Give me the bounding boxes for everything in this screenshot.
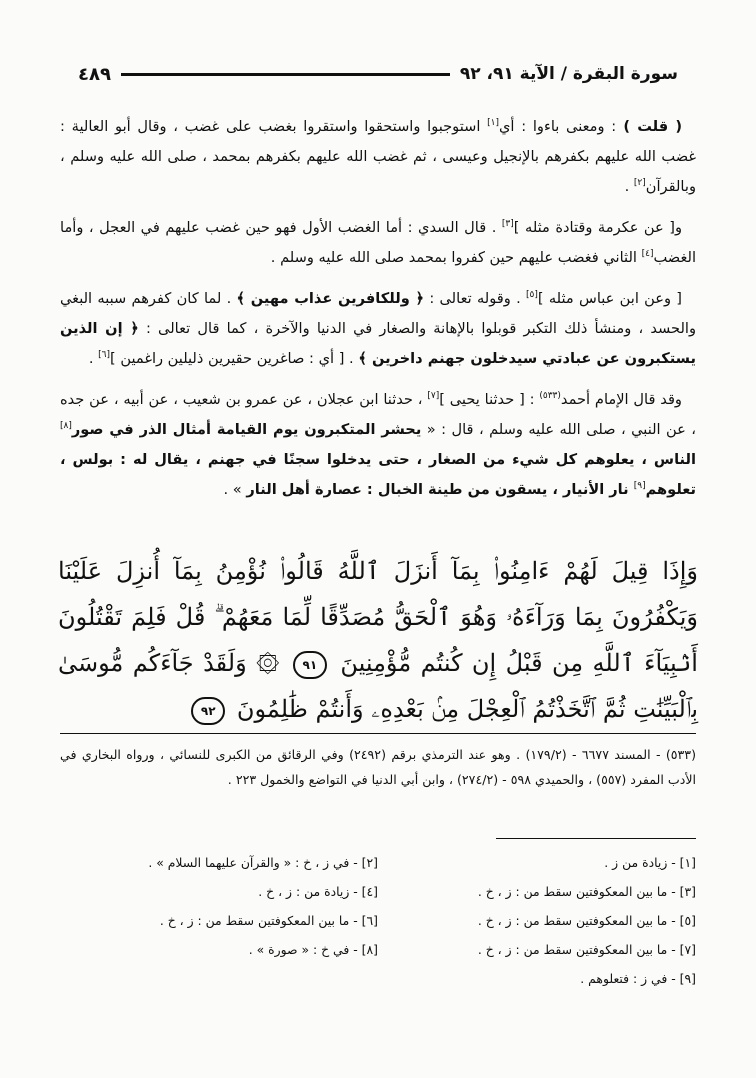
ayah-number-marker: ٩٢	[191, 697, 225, 725]
ayah-number-marker: ٩١	[293, 651, 327, 679]
editorial-note: [٦] - ما بين المعكوفتين سقط من : ز ، خ .	[159, 913, 378, 928]
bold-text: يحشر المتكبرون يوم القيامة أمثال الذر في صور	[71, 421, 422, 438]
text-run: وقد قال الإمام أحمد	[560, 391, 682, 408]
footnote-reference: [١]	[487, 118, 499, 129]
text-run: .	[88, 350, 99, 367]
surah-verse-title: سورة البقرة / الآية ٩١، ٩٢	[459, 64, 678, 84]
editorial-note: [٣] - ما بين المعكوفتين سقط من : ز ، خ .	[477, 884, 696, 899]
footnote-reference: [٩]	[633, 481, 646, 492]
editorial-note: [١] - زيادة من ز .	[604, 855, 696, 870]
text-run: . لما كان كفرهم سببه البغي والحسد ، ومنشأ ذلك التكبر قوبلوا بالإهانة والصغار في الدنيا والآخرة ، كما قال تعالى :	[60, 290, 696, 337]
hadith-footnote: (٥٣٣) - المسند ٦٦٧٧ - (١٧٩/٢) . وهو عند الترمذي برقم (٢٤٩٢) وفي الرقائق من الكبرى للنسائي ، ورواه البخاري في الأدب المفرد (٥٥٧) ، والحميدي ٥٩٨ - (٢٧٤/٢) ، وابن أبي الدنيا في التواضع والخمول ٢٢٣ .	[60, 747, 696, 787]
editorial-note	[60, 964, 378, 993]
editorial-note: [٩] - في ز : فتعلوهم .	[580, 971, 696, 986]
footnote-reference: [٦]	[98, 350, 111, 361]
text-run: : [ حدثنا يحيى ]	[439, 391, 540, 408]
footnote-reference: [٤]	[641, 249, 654, 260]
bold-text: ﴿ وللكافرين عذاب مهين ﴾	[236, 290, 425, 307]
bold-text: نار الأنيار ، يسقون من طينة الخبال : عصارة أهل النار	[246, 481, 634, 498]
text-run: ، حدثنا ابن عجلان ، عن عمرو بن شعيب ، عن أبيه ، عن جده ، عن النبي ، صلى الله عليه وسلم ، قال : «	[60, 391, 697, 438]
text-run: . قال السدي : أما الغضب الأول فهو حين غضب عليهم في العجل ، وأما الغضب	[60, 219, 696, 266]
commentary-paragraph	[60, 112, 696, 202]
commentary-paragraph	[60, 284, 696, 374]
text-run: استوجبوا واستحقوا واستقروا بغضب على غضب ، وقال أبو العالية : غضب الله عليهم بكفرهم بالإنجيل وعيسى ، ثم غضب الله عليهم بكفرهم بمحمد ، صلى الله عليه وسلم ، وبالقرآن	[60, 118, 696, 195]
text-run: : ومعنى باءوا : أي	[499, 118, 617, 135]
bold-text: الناس ، يعلوهم كل شيء من الصغار ، حتى يدخلوا سجنًا في جهنم ، يقال له : بولس ، تعلوهم	[60, 451, 696, 498]
footnote-reference: [٣]	[501, 219, 514, 230]
verse-92-text: وَلَقَدْ جَآءَكُم مُّوسَىٰ بِٱلْبَيِّنَٰتِ ثُمَّ ٱتَّخَذْتُمُ ٱلْعِجْلَ مِنۢ بَعْدِهِۦ وَأَنتُمْ ظَٰلِمُونَ	[58, 649, 698, 723]
notes-separator	[496, 838, 696, 839]
text-run: . وقوله تعالى :	[424, 290, 526, 307]
notes-row	[60, 877, 696, 906]
notes-row	[60, 848, 696, 877]
text-run: الثاني فغضب عليهم حين كفروا بمحمد صلى الله عليه وسلم .	[270, 249, 642, 266]
bold-text: ( قلت )	[616, 118, 683, 135]
editorial-note: [٥] - ما بين المعكوفتين سقط من : ز ، خ .	[477, 913, 696, 928]
bold-text: ﴿ إن الذين يستكبرون عن عبادتي سيدخلون جهنم داخرين ﴾	[60, 320, 696, 367]
page-number: ٤٨٩	[78, 63, 111, 85]
footnote-reference: (٥٣٣)	[539, 391, 561, 402]
text-run: . [ أي : صاغرين حقيرين ذليلين راغمين ]	[110, 350, 359, 367]
editorial-note: [٢] - في ز ، خ : « والقرآن عليهما السلام » .	[148, 855, 378, 870]
notes-row	[60, 964, 696, 993]
editorial-note: [٨] - في خ : « صورة » .	[248, 942, 378, 957]
hizb-marker: ۞	[256, 649, 280, 677]
commentary-paragraph	[60, 385, 696, 505]
footnote-reference: [٢]	[633, 178, 646, 189]
text-run: .	[624, 178, 634, 195]
editorial-note: [٧] - ما بين المعكوفتين سقط من : ز ، خ .	[477, 942, 696, 957]
footnote-separator	[60, 733, 696, 734]
editorial-notes	[60, 848, 696, 993]
notes-row	[60, 935, 696, 964]
footnote-reference: [٧]	[427, 391, 440, 402]
text-run: [ وعن ابن عباس مثله ]	[537, 290, 682, 307]
header-rule	[121, 73, 450, 76]
footnote-reference: [٨]	[60, 421, 72, 432]
notes-row	[60, 906, 696, 935]
running-header	[78, 58, 678, 90]
text-run: » .	[223, 481, 247, 498]
commentary-text	[60, 112, 696, 516]
footnote-reference: [٥]	[526, 290, 538, 301]
editorial-note: [٤] - زيادة من : ز ، خ .	[258, 884, 378, 899]
text-run: و[ عن عكرمة وقتادة مثله ]	[513, 219, 682, 236]
quran-verses	[58, 548, 698, 732]
commentary-paragraph	[60, 213, 696, 273]
verse-91-text: وَإِذَا قِيلَ لَهُمْ ءَامِنُوا۟ بِمَآ أَنزَلَ ٱللَّهُ قَالُوا۟ نُؤْمِنُ بِمَآ أُنزِلَ عَلَيْنَا وَيَكْفُرُونَ بِمَا وَرَآءَهُۥ وَهُوَ ٱلْحَقُّ مُصَدِّقًا لِّمَا مَعَهُمْ ۗ قُلْ فَلِمَ تَقْتُلُونَ أَنۢبِيَآءَ ٱللَّهِ مِن قَبْلُ إِن كُنتُم مُّؤْمِنِينَ	[58, 557, 698, 677]
